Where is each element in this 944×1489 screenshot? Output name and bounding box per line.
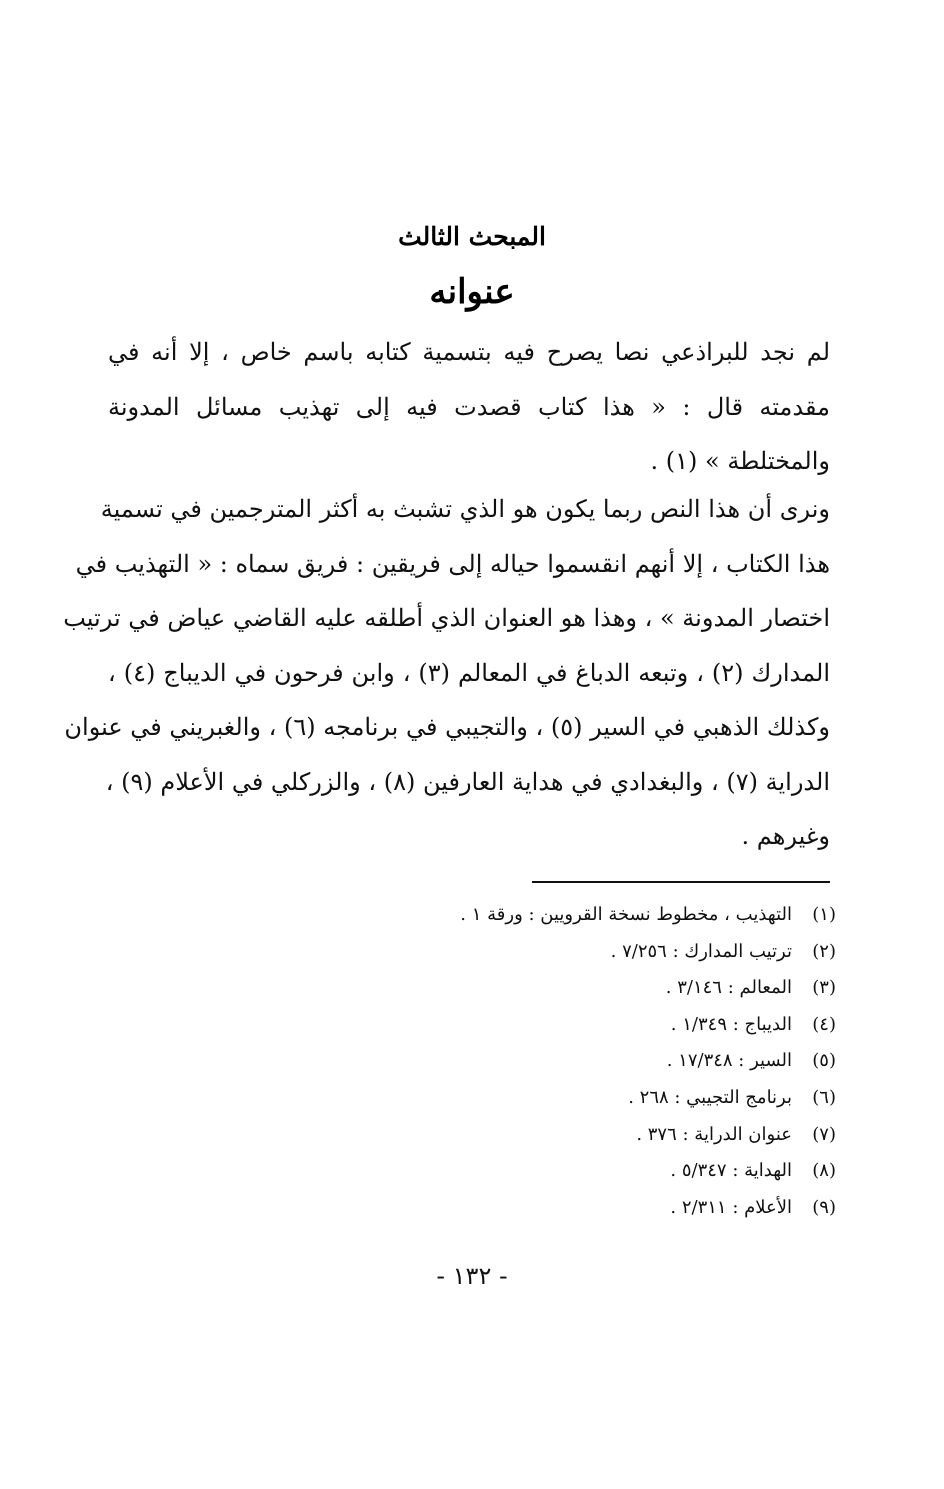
paragraph-line: الدراية (٧) ، والبغدادي في هداية العارفين (٨) ، والزركلي في الأعلام (٩) ، <box>105 767 830 796</box>
footnote-text: التهذيب ، مخطوط نسخة القرويين : ورقة ١ . <box>460 904 792 925</box>
footnote-item <box>416 1043 836 1080</box>
footnote-text: المعالم : ٣/١٤٦ . <box>665 977 792 999</box>
footnote-text: ترتيب المدارك : ٧/٢٥٦ . <box>610 940 792 962</box>
paragraph-line: مقدمته قال : « هذا كتاب قصدت فيه إلى تهذيب مسائل المدونة <box>108 392 830 421</box>
footnote-item <box>416 1117 836 1154</box>
footnote-number: (٤) <box>812 1013 836 1035</box>
footnote-number: (٦) <box>812 1086 836 1108</box>
footnote-text: الهداية : ٥/٣٤٧ . <box>670 1160 792 1182</box>
footnote-item <box>416 1153 836 1190</box>
footnote-item <box>416 934 836 971</box>
footnote-number: (٢) <box>812 940 836 962</box>
footnote-item <box>416 1007 836 1044</box>
footnote-text: برنامج التجيبي : ٢٦٨ . <box>628 1086 792 1108</box>
page-number: - ١٣٢ - <box>436 1262 508 1290</box>
paragraph-line: هذا الكتاب ، إلا أنهم انقسموا حياله إلى فريقين : فريق سماه : « التهذيب في <box>75 549 830 578</box>
footnote-item <box>416 970 836 1007</box>
footnote-item <box>416 1190 836 1227</box>
footnote-number: (٨) <box>812 1160 836 1182</box>
footnote-text: الأعلام : ٢/٣١١ . <box>670 1196 792 1218</box>
paragraph-line: لم نجد للبراذعي نصا يصرح فيه بتسمية كتابه باسم خاص ، إلا أنه في <box>108 338 830 366</box>
paragraph-line: المدارك (٢) ، وتبعه الدباغ في المعالم (٣) ، وابن فرحون في الديباج (٤) ، <box>108 658 830 687</box>
footnote-number: (٥) <box>812 1050 836 1072</box>
paragraph-1 <box>108 325 830 489</box>
footnote-number: (٧) <box>812 1123 836 1145</box>
footnotes <box>416 897 836 1226</box>
footnote-item <box>416 897 836 934</box>
footnote-text: عنوان الدراية : ٣٧٦ . <box>636 1123 792 1145</box>
section-title: عنوانه <box>429 272 515 312</box>
paragraph-line: والمختلطة » (١) . <box>650 447 830 475</box>
paragraph-2 <box>63 482 830 864</box>
paragraph-line: وغيرهم . <box>741 822 830 850</box>
paragraph-line: ونرى أن هذا النص ربما يكون هو الذي تشبث به أكثر المترجمين في تسمية <box>100 495 830 523</box>
section-label: المبحث الثالث <box>398 222 546 251</box>
footnote-text: السير : ١٧/٣٤٨ . <box>666 1050 792 1072</box>
footnote-number: (٣) <box>812 977 836 999</box>
paragraph-line: اختصار المدونة » ، وهذا هو العنوان الذي أطلقه عليه القاضي عياض في ترتيب <box>63 604 830 632</box>
paragraph-line: وكذلك الذهبي في السير (٥) ، والتجيبي في برنامجه (٦) ، والغبريني في عنوان <box>64 713 830 741</box>
footnote-number: (٩) <box>812 1196 836 1218</box>
footnote-item <box>416 1080 836 1117</box>
footnote-text: الديباج : ١/٣٤٩ . <box>670 1013 792 1035</box>
footnote-number: (١) <box>812 904 836 925</box>
footnote-divider <box>532 881 830 883</box>
